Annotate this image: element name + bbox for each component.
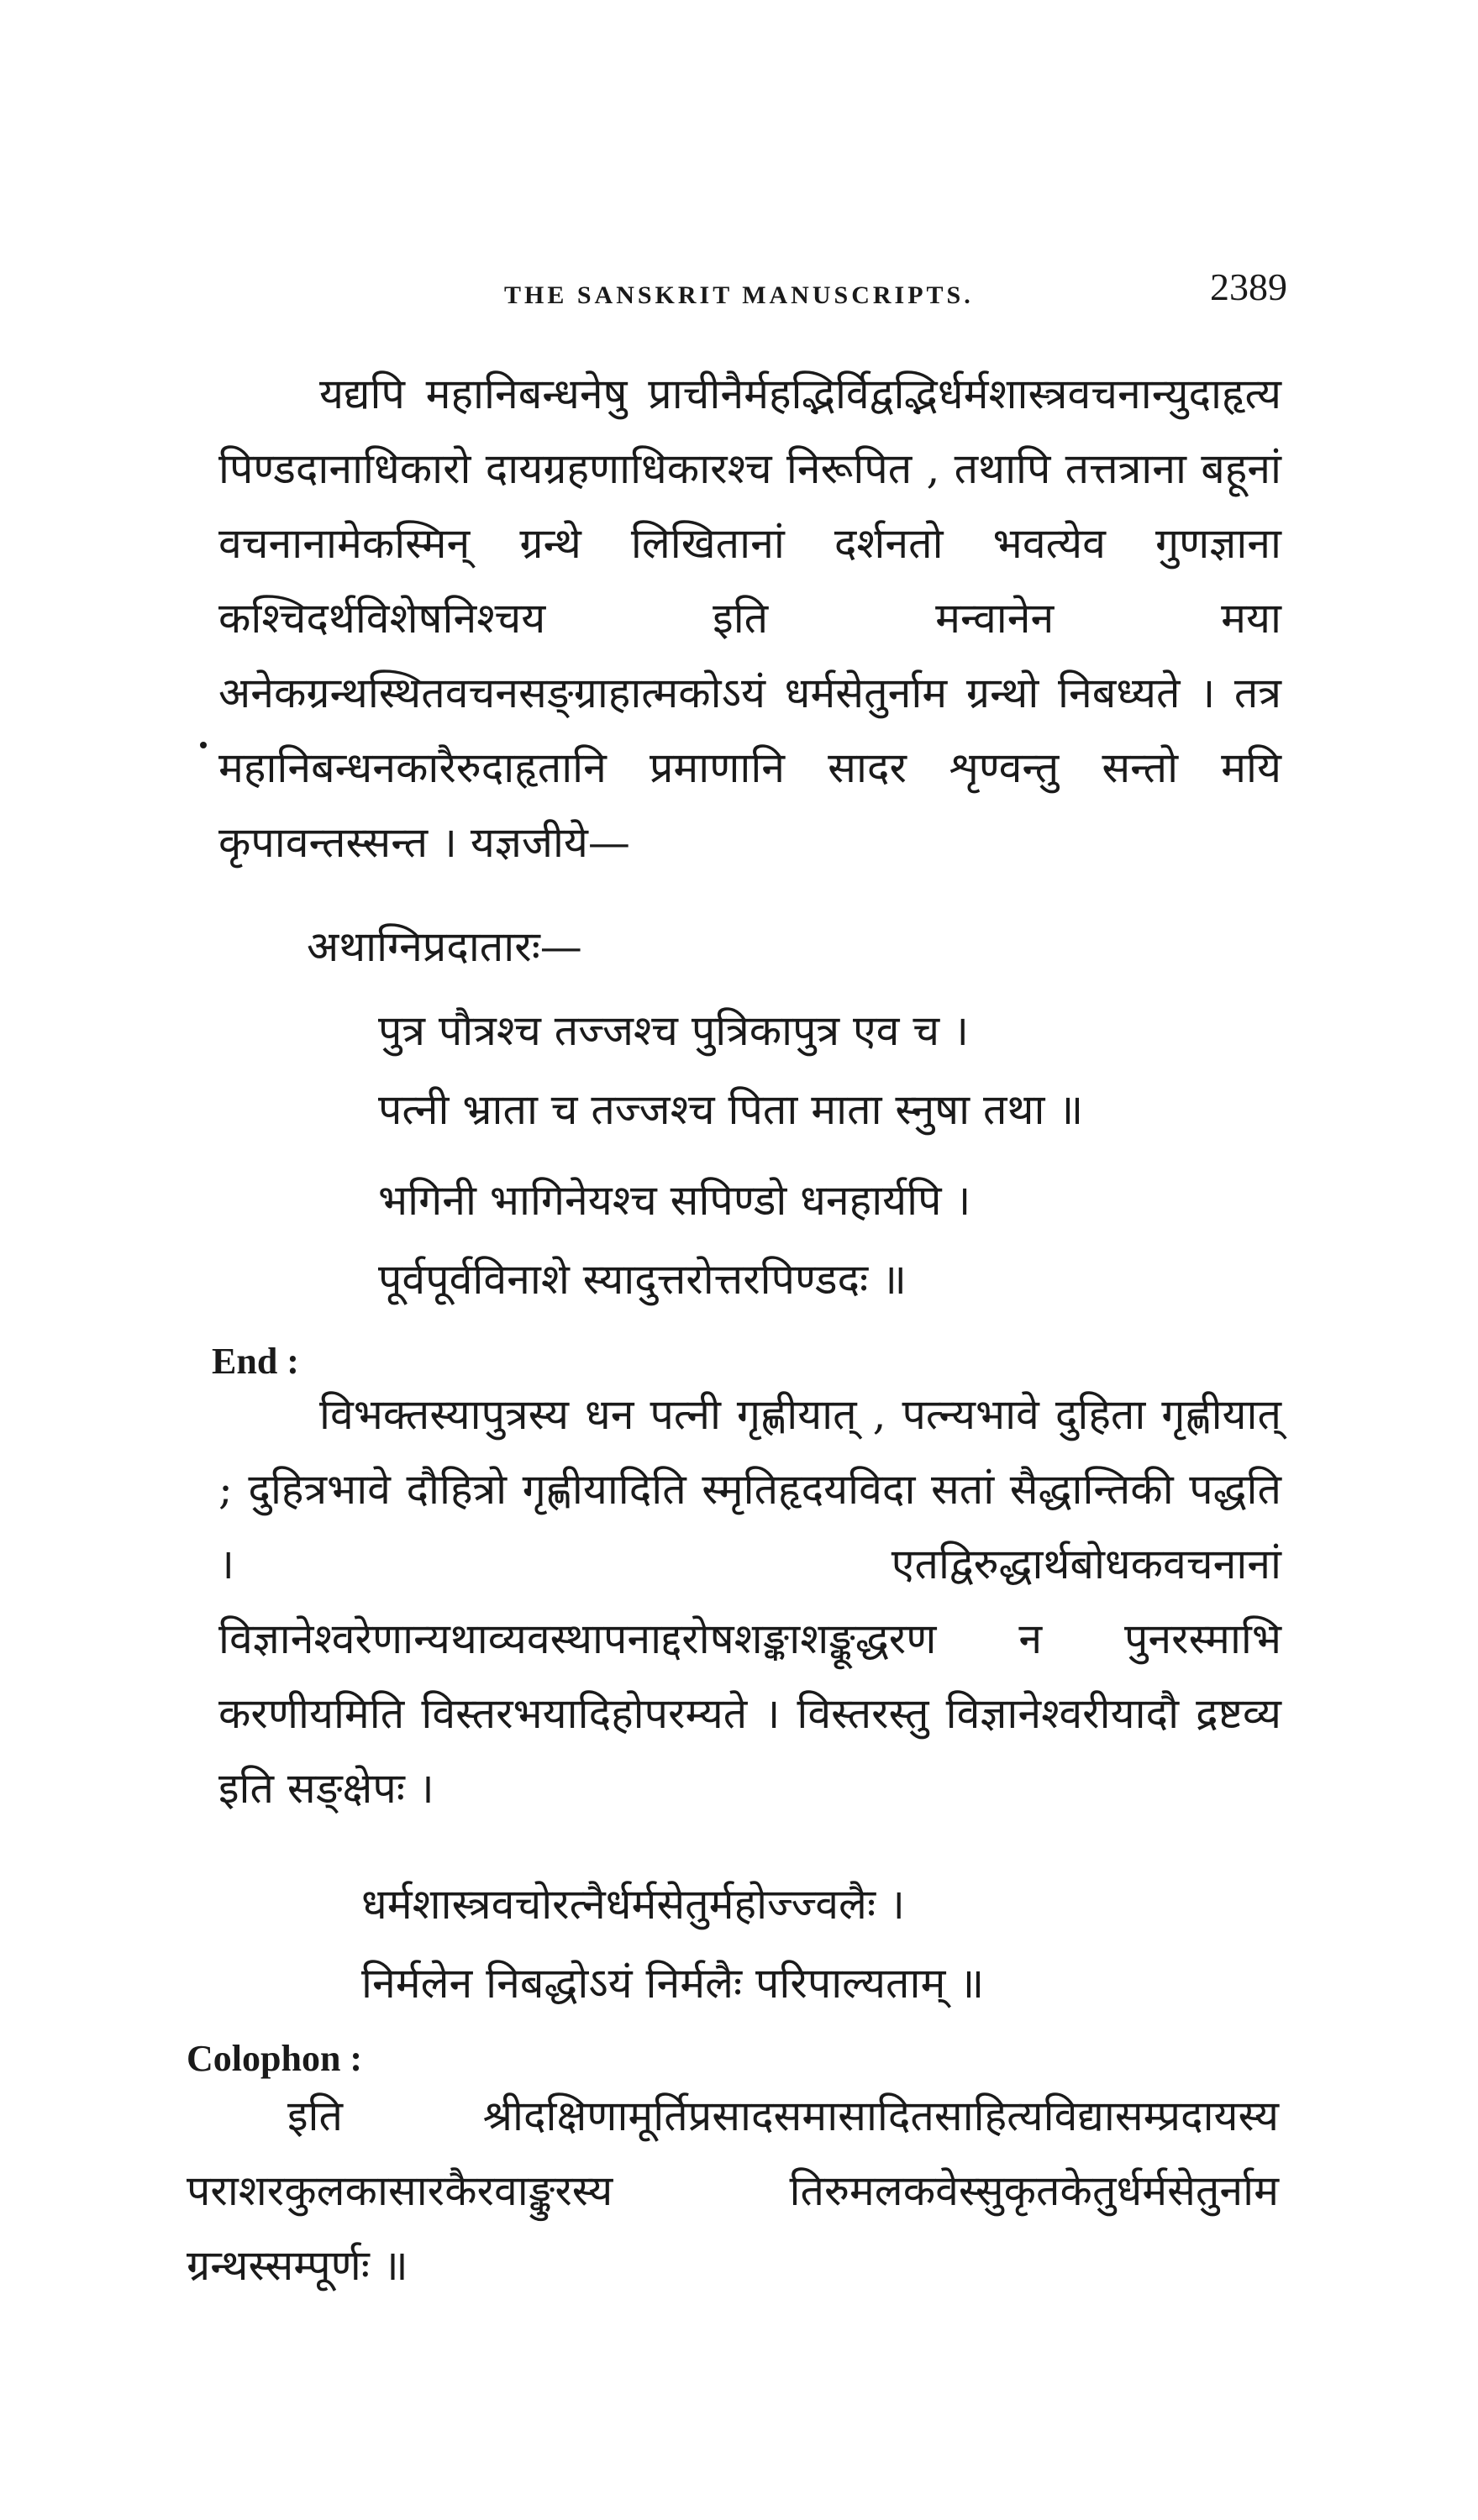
running-head: THE SANSKRIT MANUSCRIPTS. — [504, 281, 974, 309]
intro-section — [218, 357, 1281, 880]
verse-spacer — [378, 1149, 1083, 1161]
colophon-label: Colophon : — [187, 2038, 363, 2079]
page-number: 2389 — [1210, 265, 1287, 308]
intro-paragraph: यद्यपि महानिबन्धनेषु प्राचीनैर्महद्भिर्विद्वद्भिर्धर्मशास्त्रवचनान्युदाहृत्य पिण्डदानाधिकारो दायग्रहणाधिकारश्च निरूपित , तथापि तत्तत्राना बहूनां वचनानामेकस्मिन् ग्रन्थे लिखितानां दर्शनतो भवत्येव गुणज्ञाना कश्चिदर्थविशेषनिश्चय इति मन्वानेन मया अनेकग्रन्थस्थितवचनसङ्ग्राहात्मकोऽयं धर्मसेतुर्नाम ग्रन्थो निबध्यते । तत्र महानिबन्धनकारैरुदाहृतानि प्रमाणानि सादर शृण्वन्तु सन्तो मयि कृपावन्तस्सन्त । यज्ञजीये— — [218, 370, 1281, 867]
page-header — [0, 265, 1478, 315]
verse-line: पूर्वपूर्वविनाशे स्यादुत्तरोत्तरपिण्डदः ॥ — [378, 1255, 907, 1304]
verse-block-2 — [361, 1865, 984, 2023]
verse-line: निर्मलेन निबद्धोऽयं निर्मलैः परिपाल्यताम् ॥ — [361, 1959, 985, 2008]
end-section — [218, 1378, 1281, 1826]
verse-line: पुत्र पौत्रश्च तज्जश्च पुत्रिकापुत्र एव च । — [378, 1006, 969, 1055]
margin-mark — [200, 742, 207, 748]
end-label: End : — [212, 1341, 299, 1382]
colophon-paragraph: इति श्रीदक्षिणामूर्तिप्रसादसमासादितसाहित्यविद्यासम्प्रदायस्य पराशरकुलकासारकैरवाङ्कुरस्य तिरुमलकवेस्सुकृतकेतुर्धर्मसेतुर्नाम ग्रन्थस्सम्पूर्णः ॥ — [187, 2092, 1279, 2290]
verse-line: पत्नी भ्राता च तज्जश्च पिता माता स्नुषा तथा ॥ — [378, 1085, 1084, 1134]
verse-line: धर्मशास्त्रवचोरत्नैर्धर्मसेतुर्महोज्ज्वलैः । — [361, 1880, 905, 1929]
sub-heading-text: अथाग्निप्रदातारः— — [307, 922, 582, 971]
verse-block-1 — [378, 991, 1083, 1319]
end-paragraph: विभक्तस्यापुत्रस्य धन पत्नी गृह्णीयात् , पत्न्यभावे दुहिता गृह्णीयात् ; दुहित्रभावे दौहित्रो गृह्णीयादिति स्मृतिहृदयविदा सतां सैद्धान्तिकी पद्धति । एतद्विरुद्धार्थबोधकवचनानां विज्ञानेश्वरेणान्यथाव्यवस्थापनाद्दरोषशङ्काशङ्कूद्धरण न पुनरस्माभि करणीयमिति विस्तरभयादिहोपरम्यते । विस्तरस्तु विज्ञानेश्वरीयादौ द्रष्टव्य इति सङ्क्षेपः । — [218, 1390, 1281, 1813]
sub-heading — [307, 907, 582, 986]
colophon-section — [187, 2079, 1279, 2303]
verse-line: भगिनी भागिनेयश्च सपिण्डो धनहार्यपि । — [378, 1176, 971, 1225]
